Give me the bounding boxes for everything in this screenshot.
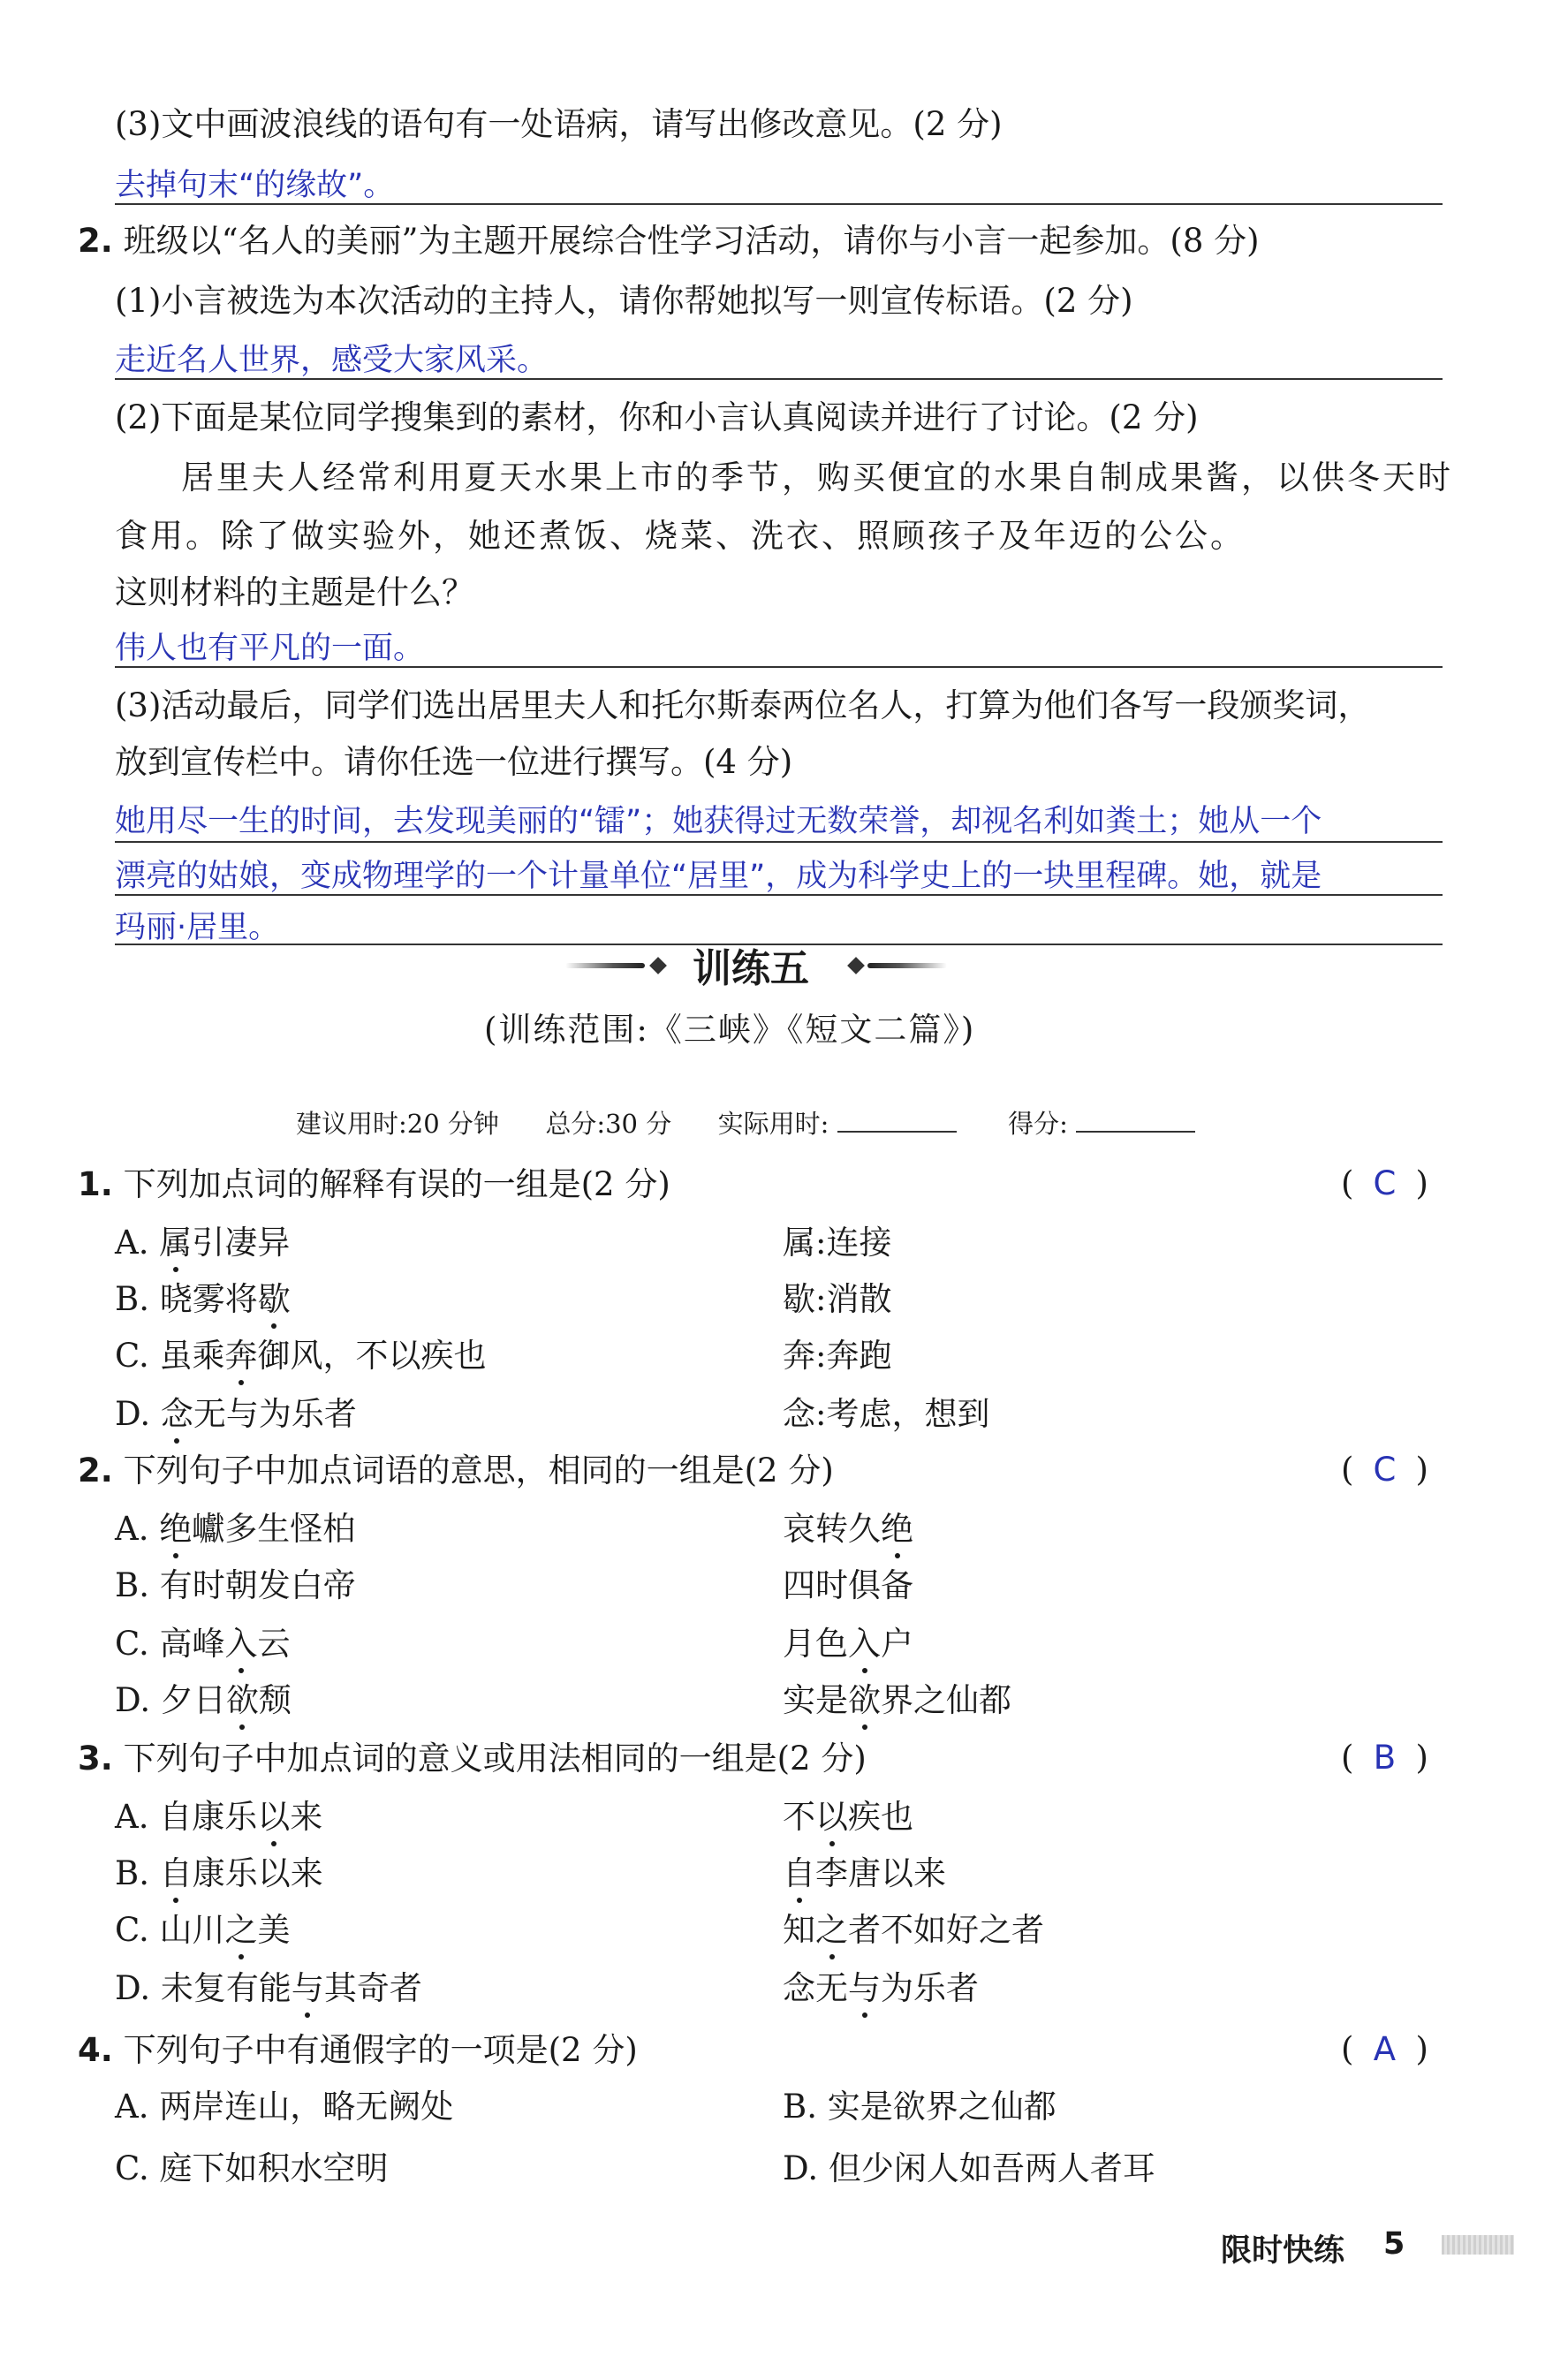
q3-option-a-right — [783, 1797, 913, 1838]
q3-d-pre: D. 未复有能 — [115, 1969, 292, 2007]
q2-option-b-right — [783, 1565, 913, 1606]
question-3-text: 下列句子中加点词的意义或用法相同的一组是(2 分) — [123, 1740, 867, 1777]
q3-d-r-post: 为乐者 — [881, 1969, 979, 2007]
section-meta — [296, 1104, 1195, 1141]
question-4-answer: A — [1373, 2030, 1397, 2068]
q2-a-pre: A. — [115, 1510, 160, 1548]
q2-option-d — [115, 1680, 292, 1721]
q1-option-c — [115, 1336, 487, 1376]
q2-d-pre: D. 夕日 — [115, 1681, 226, 1719]
q3-option-a — [115, 1797, 322, 1838]
q1-a-dotted: 属 — [159, 1223, 192, 1263]
answer-rule — [115, 894, 1443, 896]
q1-option-d-gloss: 念:考虑，想到 — [783, 1395, 990, 1433]
title-ornament-left-diamond — [649, 957, 667, 974]
question-4-number: 4. — [78, 2031, 113, 2069]
q2-number: 2. — [78, 222, 113, 260]
footer-decoration — [1442, 2235, 1514, 2255]
q3-d-dotted: 与 — [292, 1968, 324, 2009]
q2-sub2-answer: 伟人也有平凡的一面。 — [115, 631, 425, 666]
q3-b-r-post: 李唐以来 — [815, 1854, 946, 1892]
q2-sub3-answer-line2: 漂亮的姑娘，变成物理学的一个计量单位“居里”，成为科学史上的一块里程碑。她，就是 — [115, 859, 1322, 894]
q3-a-r-pre: 不 — [783, 1798, 815, 1836]
total-score: 总分:30 分 — [545, 1109, 672, 1139]
q2-c-r-post: 户 — [881, 1625, 913, 1663]
question-3-answer: B — [1373, 1739, 1397, 1777]
q2-option-b — [115, 1565, 356, 1606]
q2-sub1-answer: 走近名人世界，感受大家风采。 — [115, 343, 549, 378]
q1-b-dotted: 歇 — [258, 1279, 291, 1320]
q3-c-pre: C. 山川 — [115, 1911, 225, 1949]
q2-text: 班级以“名人的美丽”为主题开展综合性学习活动，请你与小言一起参加。(8 分) — [123, 222, 1260, 260]
q3-a-r-post: 疾也 — [848, 1798, 913, 1836]
title-ornament-left — [565, 963, 645, 968]
question-2-answer: C — [1373, 1451, 1397, 1489]
q2-stem — [78, 221, 1260, 261]
q3-option-d — [115, 1968, 422, 2009]
answer-rule — [115, 666, 1443, 668]
q3-option-c — [115, 1910, 291, 1951]
actual-time-label: 实际用时: — [717, 1109, 829, 1139]
answer-rule — [115, 378, 1443, 380]
q3-option-c-right — [783, 1910, 1044, 1951]
q2-option-c-right — [783, 1624, 913, 1664]
q4-option-a: A. 两岸连山，略无阙处 — [115, 2088, 454, 2126]
q2-sub3-answer-line1: 她用尽一生的时间，去发现美丽的“镭”；她获得过无数荣誉，却视名利如粪土；她从一个 — [115, 804, 1322, 839]
q3-option-b-right — [783, 1853, 946, 1894]
q2-c-post: 云 — [257, 1625, 291, 1663]
q3-a-r-dotted: 以 — [815, 1797, 848, 1838]
q1-b-pre: B. 晓雾将 — [115, 1280, 258, 1318]
question-3-stem — [78, 1739, 867, 1779]
q3-c-r-post: 者不如好之者 — [848, 1911, 1044, 1949]
q1-d-post: 无与为乐者 — [193, 1395, 357, 1433]
q2-a-r-dotted: 绝 — [881, 1509, 913, 1550]
q3-a-pre: A. 自康乐 — [115, 1798, 258, 1836]
q4-option-c: C. 庭下如积水空明 — [115, 2149, 389, 2187]
question-3-number: 3. — [78, 1740, 113, 1777]
q3-c-post: 美 — [257, 1911, 291, 1949]
question-1-answer-box: ( C ) — [1341, 1164, 1428, 1202]
q1-c-pre: C. 虽乘 — [115, 1337, 225, 1375]
q3-d-r-pre: 念无 — [783, 1969, 848, 2007]
q2-d-r-pre: 实是 — [783, 1681, 848, 1719]
q2-option-d-right — [783, 1680, 1011, 1721]
q2-a-dotted: 绝 — [159, 1509, 192, 1550]
q1-option-a-gloss: 属:连接 — [783, 1224, 892, 1262]
q1-option-b-gloss: 歇:消散 — [783, 1280, 892, 1318]
q3-d-r-dotted: 与 — [848, 1968, 881, 2009]
q2-material-line1: 居里夫人经常利用夏天水果上市的季节，购买便宜的水果自制成果酱，以供冬天时 — [181, 459, 1453, 496]
answer-rule — [115, 841, 1443, 843]
q1-option-d — [115, 1394, 357, 1435]
actual-time-blank[interactable] — [837, 1110, 957, 1133]
q2-d-post: 颓 — [258, 1681, 292, 1719]
q2-sub3-line1: (3)活动最后，同学们选出居里夫人和托尔斯泰两位名人，打算为他们各写一段颁奖词， — [115, 686, 1371, 724]
q3-option-d-right — [783, 1968, 979, 2009]
q2-sub2: (2)下面是某位同学搜集到的素材，你和小言认真阅读并进行了讨论。(2 分) — [115, 398, 1199, 436]
answer-rule — [115, 203, 1443, 205]
q3-b-r-dotted: 自 — [783, 1853, 815, 1894]
question-4-stem — [78, 2030, 638, 2071]
q1-d-dotted: 念 — [161, 1394, 193, 1435]
q2-d-r-dotted: 欲 — [848, 1680, 881, 1721]
q3-b-dotted: 自 — [160, 1853, 193, 1894]
question-2-answer-box: ( C ) — [1341, 1451, 1428, 1489]
section-range: (训练范围:《三峡》《短文二篇》) — [484, 1011, 976, 1049]
q2-b-text: B. 有时朝发白帝 — [115, 1566, 356, 1604]
q2-c-r-dotted: 入 — [848, 1624, 881, 1664]
question-1-answer: C — [1373, 1164, 1397, 1202]
question-4-text: 下列句子中有通假字的一项是(2 分) — [123, 2031, 638, 2069]
top-q3: (3)文中画波浪线的语句有一处语病，请写出修改意见。(2 分) — [115, 105, 1003, 143]
score-blank[interactable] — [1076, 1110, 1195, 1133]
q2-sub3-line2: 放到宣传栏中。请你任选一位进行撰写。(4 分) — [115, 743, 793, 781]
q2-material-line2: 食用。除了做实验外，她还煮饭、烧菜、洗衣、照顾孩子及年迈的公公。 — [115, 517, 1246, 555]
q3-b-pre: B. — [115, 1854, 160, 1892]
section-title: 训练五 — [693, 946, 809, 991]
q3-a-post: 来 — [290, 1798, 323, 1836]
suggested-time: 建议用时:20 分钟 — [296, 1109, 499, 1139]
q2-option-a-right — [783, 1509, 913, 1550]
q1-option-c-gloss: 奔:奔跑 — [783, 1337, 892, 1375]
q2-b-r-text: 四时俱备 — [783, 1566, 913, 1604]
q1-c-dotted: 奔 — [225, 1336, 258, 1376]
q1-option-b — [115, 1279, 291, 1320]
score-label: 得分: — [1008, 1109, 1068, 1139]
q3-d-post: 其奇者 — [323, 1969, 422, 2007]
q2-c-pre: C. 高峰 — [115, 1625, 225, 1663]
question-2-number: 2. — [78, 1451, 113, 1489]
q2-sub2-question: 这则材料的主题是什么？ — [115, 573, 474, 611]
question-1-number: 1. — [78, 1165, 113, 1203]
top-q3-answer: 去掉句末“的缘故”。 — [115, 168, 395, 203]
question-1-stem — [78, 1164, 670, 1205]
question-2-stem — [78, 1451, 834, 1491]
q1-a-pre: A. — [115, 1224, 160, 1262]
q2-sub1: (1)小言被选为本次活动的主持人，请你帮她拟写一则宣传标语。(2 分) — [115, 282, 1133, 320]
q1-d-pre: D. — [115, 1395, 161, 1433]
q2-option-c — [115, 1624, 291, 1664]
page-number: 5 — [1383, 2226, 1405, 2262]
q1-c-post: 御风，不以疾也 — [257, 1337, 487, 1375]
q1-option-a — [115, 1223, 290, 1263]
q2-a-post: 巘多生怪柏 — [192, 1510, 356, 1548]
q4-option-d: D. 但少闲人如吾两人者耳 — [783, 2149, 1155, 2187]
footer-label: 限时快练 — [1221, 2233, 1345, 2269]
q3-option-b — [115, 1853, 323, 1894]
q3-c-dotted: 之 — [225, 1910, 258, 1951]
q2-a-r-pre: 哀转久 — [783, 1510, 881, 1548]
q2-d-r-post: 界之仙都 — [881, 1681, 1011, 1719]
q3-c-r-pre: 知 — [783, 1911, 815, 1949]
q3-a-dotted: 以 — [257, 1797, 290, 1838]
q3-b-post: 康乐以来 — [192, 1854, 323, 1892]
title-ornament-right-diamond — [847, 957, 865, 974]
question-1-text: 下列加点词的解释有误的一组是(2 分) — [123, 1165, 670, 1203]
q2-sub3-answer-line3: 玛丽·居里。 — [115, 910, 280, 945]
q4-option-b: B. 实是欲界之仙都 — [783, 2088, 1057, 2126]
q2-c-r-pre: 月色 — [783, 1625, 848, 1663]
q3-c-r-dotted: 之 — [815, 1910, 848, 1951]
q2-option-a — [115, 1509, 355, 1550]
question-3-answer-box: ( B ) — [1341, 1739, 1428, 1777]
q2-c-dotted: 入 — [225, 1624, 258, 1664]
question-2-text: 下列句子中加点词语的意思，相同的一组是(2 分) — [123, 1451, 834, 1489]
q2-d-dotted: 欲 — [226, 1680, 259, 1721]
question-4-answer-box: ( A ) — [1341, 2030, 1428, 2068]
q1-a-post: 引凄异 — [192, 1224, 291, 1262]
title-ornament-right — [867, 963, 947, 968]
